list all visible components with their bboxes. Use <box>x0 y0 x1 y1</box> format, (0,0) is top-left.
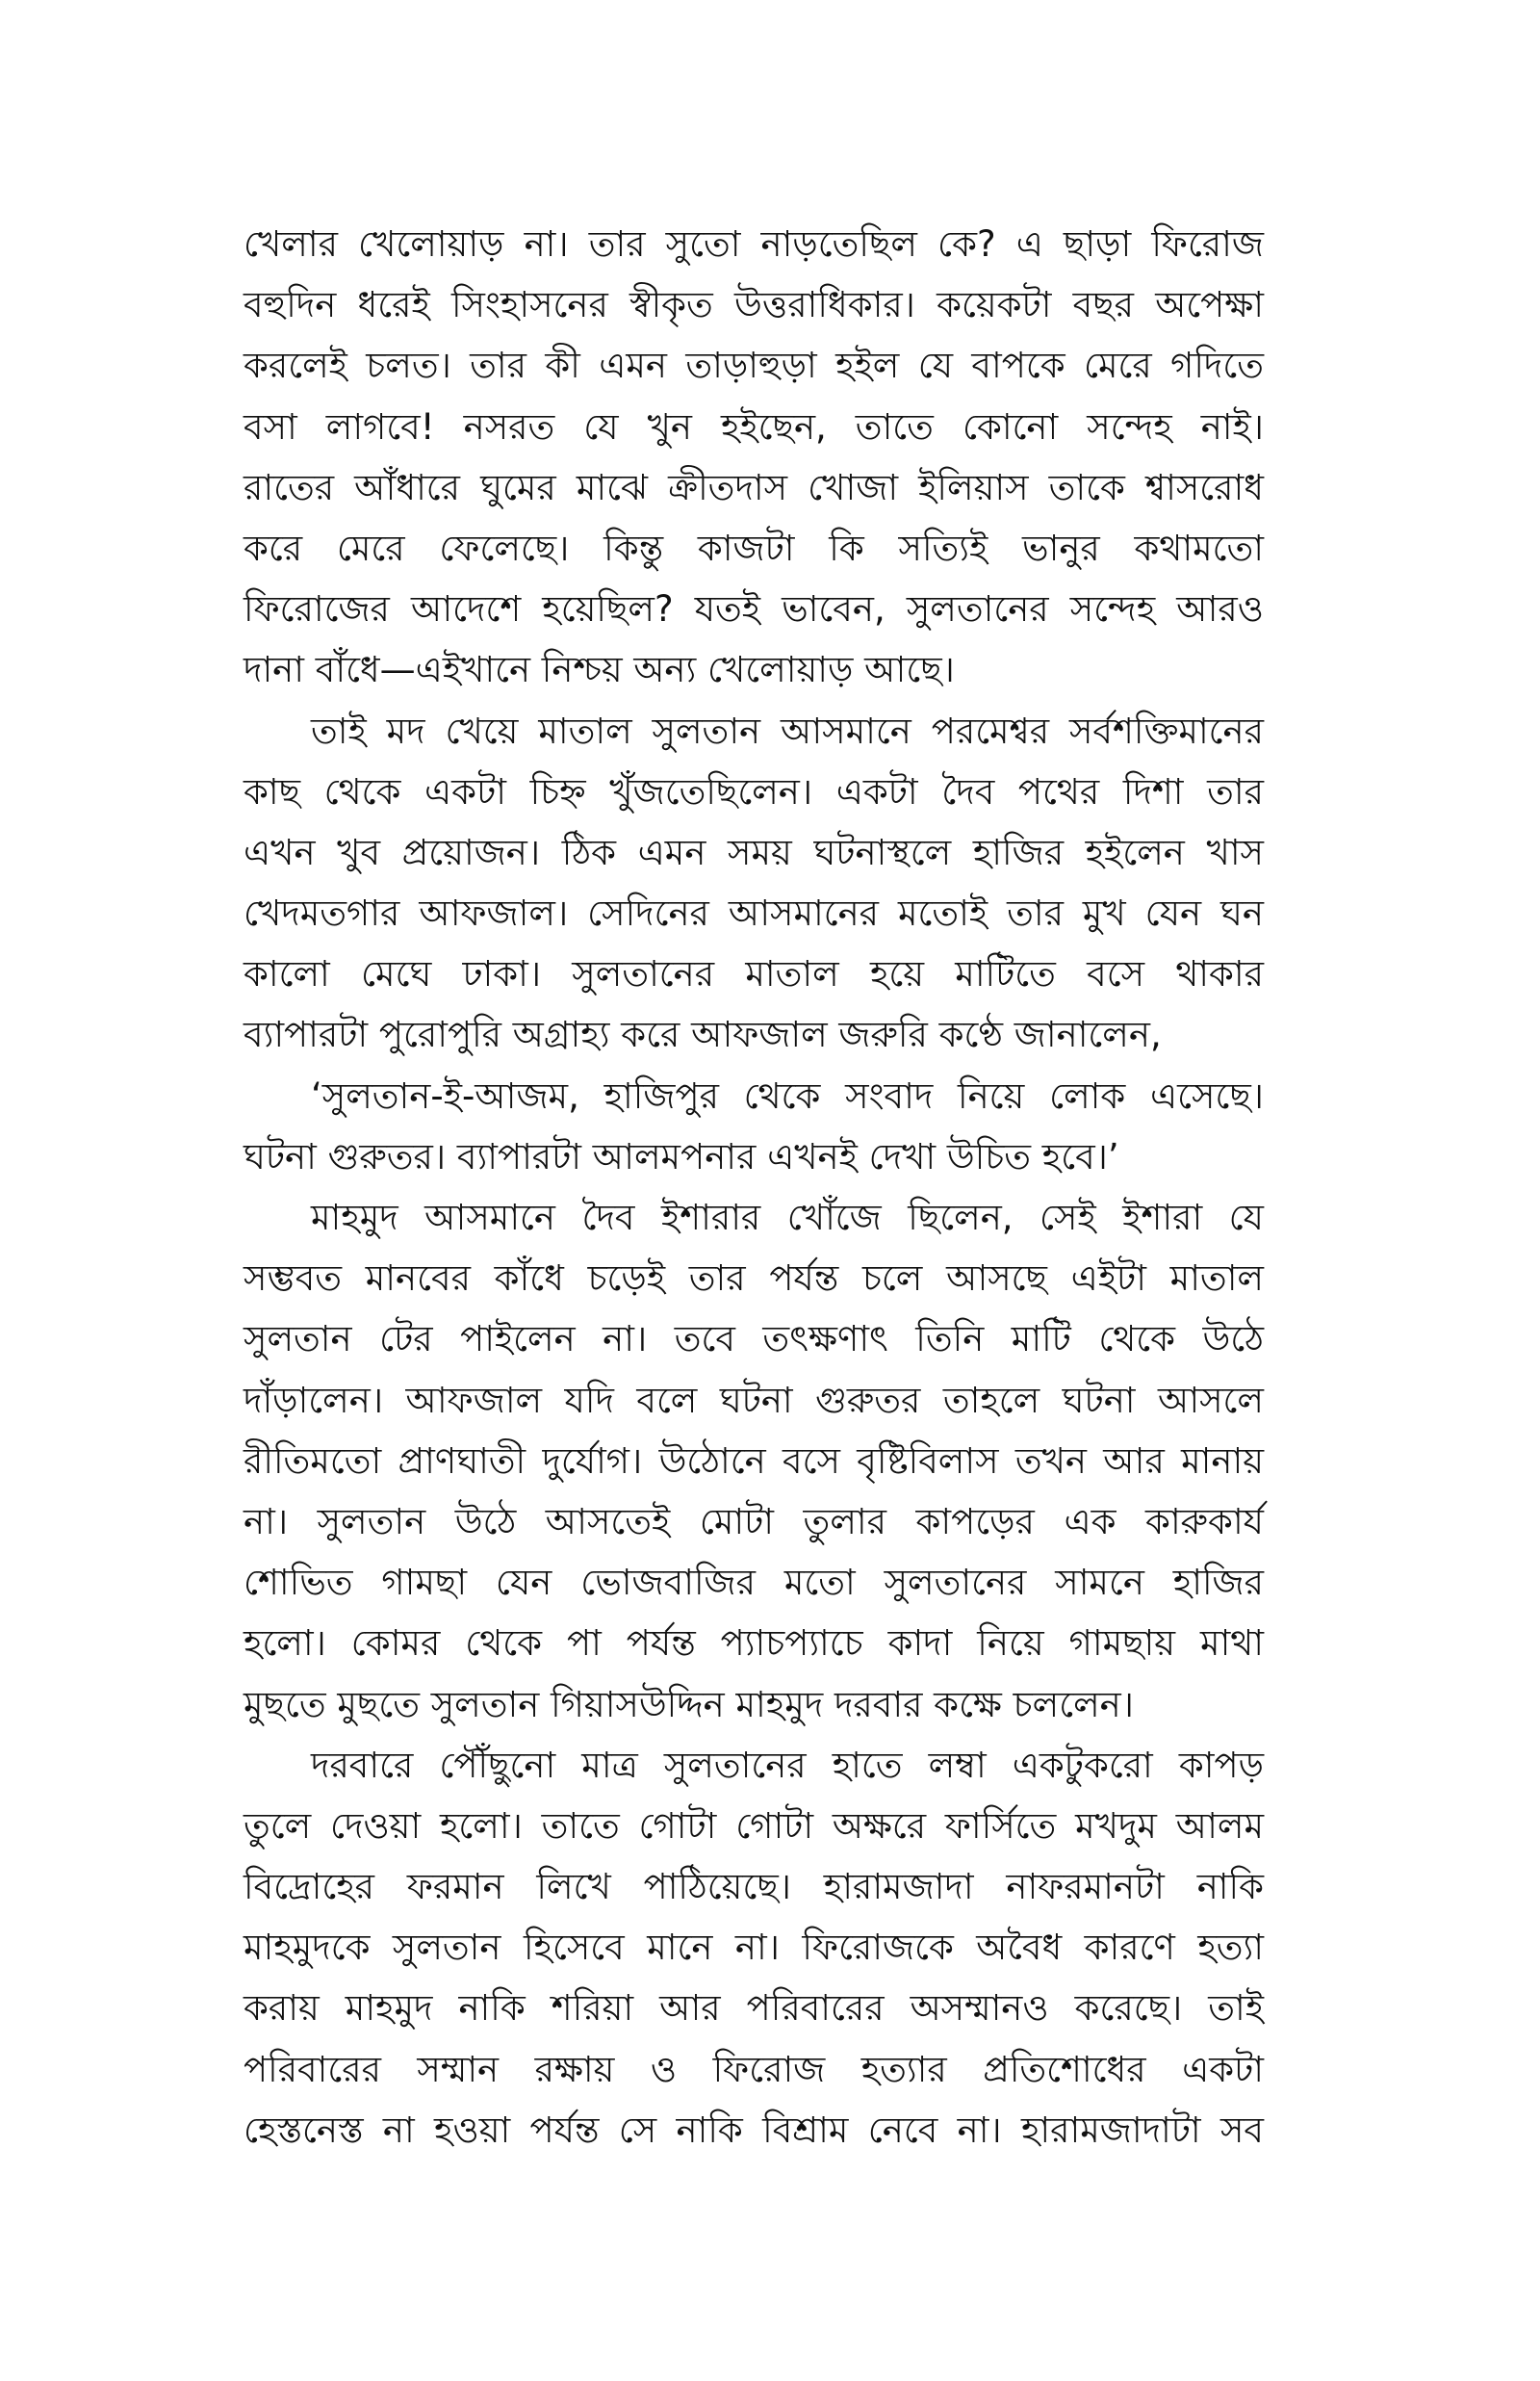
text-line-14: ব্যাপারটা পুরোপুরি অগ্রাহ্য করে আফজাল জরুরি কণ্ঠে জানালেন, <box>244 1014 1162 1056</box>
book-page-text <box>244 214 1264 2161</box>
text-line-15: ‘সুলতান-ই-আজম, হাজিপুর থেকে সংবাদ নিয়ে লোক এসেছে। <box>311 1074 1264 1117</box>
text-line-23: শোভিত গামছা যেন ভোজবাজির মতো সুলতানের সামনে হাজির <box>244 1562 1264 1604</box>
text-line-12: খেদমতগার আফজাল। সেদিনের আসমানের মতোই তার মুখ যেন ঘন <box>244 893 1264 935</box>
text-line-24: হলো। কোমর থেকে পা পর্যন্ত প্যাচপ্যাচে কাদা নিয়ে গামছায় মাথা <box>244 1622 1264 1665</box>
text-line-10: কাছ থেকে একটা চিহ্ন খুঁজতেছিলেন। একটা দৈব পথের দিশা তার <box>244 770 1264 813</box>
text-line-22: না। সুলতান উঠে আসতেই মোটা তুলার কাপড়ের এক কারুকার্য <box>244 1500 1264 1542</box>
text-line-1: খেলার খেলোয়াড় না। তার সুতো নাড়তেছিল কে? এ ছাড়া ফিরোজ <box>244 223 1264 265</box>
text-line-18: সম্ভবত মানবের কাঁধে চড়েই তার পর্যন্ত চলে আসছে এইটা মাতাল <box>244 1257 1264 1300</box>
text-line-17: মাহমুদ আসমানে দৈব ইশারার খোঁজে ছিলেন, সেই ইশারা যে <box>311 1197 1264 1238</box>
text-line-27: তুলে দেওয়া হলো। তাতে গোটা গোটা অক্ষরে ফার্সিতে মখদুম আলম <box>244 1804 1264 1847</box>
text-line-16: ঘটনা গুরুতর। ব্যাপারটা আলমপনার এখনই দেখা উচিত হবে।’ <box>244 1135 1119 1178</box>
text-line-29: মাহমুদকে সুলতান হিসেবে মানে না। ফিরোজকে অবৈধ কারণে হত্যা <box>244 1927 1264 1969</box>
text-line-13: কালো মেঘে ঢাকা। সুলতানের মাতাল হয়ে মাটিতে বসে থাকার <box>244 953 1264 996</box>
text-line-26: দরবারে পৌঁছুনো মাত্র সুলতানের হাতে লম্বা একটুকরো কাপড় <box>311 1744 1264 1786</box>
text-line-21: রীতিমতো প্রাণঘাতী দুর্যোগ। উঠোনে বসে বৃষ্টিবিলাস তখন আর মানায় <box>244 1439 1264 1482</box>
text-line-4: বসা লাগবে! নসরত যে খুন হইছেন, তাতে কোনো সন্দেহ নাই। <box>244 405 1264 448</box>
text-line-7: ফিরোজের আদেশে হয়েছিল? যতই ভাবেন, সুলতানের সন্দেহ আরও <box>244 588 1264 631</box>
text-line-31: পরিবারের সম্মান রক্ষায় ও ফিরোজ হত্যার প্রতিশোধের একটা <box>244 2048 1264 2090</box>
text-line-19: সুলতান টের পাইলেন না। তবে তৎক্ষণাৎ তিনি মাটি থেকে উঠে <box>244 1318 1264 1360</box>
text-line-30: করায় মাহমুদ নাকি শরিয়া আর পরিবারের অসম্মানও করেছে। তাই <box>244 1987 1264 2030</box>
text-line-25: মুছতে মুছতে সুলতান গিয়াসউদ্দিন মাহমুদ দরবার কক্ষে চললেন। <box>244 1683 1134 1725</box>
text-line-5: রাতের আঁধারে ঘুমের মাঝে ক্রীতদাস খোজা ইলিয়াস তাকে শ্বাসরোধ <box>244 466 1264 508</box>
text-line-11: এখন খুব প্রয়োজন। ঠিক এমন সময় ঘটনাস্থলে হাজির হইলেন খাস <box>244 831 1264 873</box>
text-line-8: দানা বাঁধে—এইখানে নিশ্চয় অন্য খেলোয়াড় আছে। <box>244 649 955 691</box>
text-line-9: তাই মদ খেয়ে মাতাল সুলতান আসমানে পরমেশ্বর সর্বশক্তিমানের <box>311 710 1264 752</box>
text-line-3: করলেই চলত। তার কী এমন তাড়াহুড়া হইল যে বাপকে মেরে গদিতে <box>244 345 1264 387</box>
text-line-2: বহুদিন ধরেই সিংহাসনের স্বীকৃত উত্তরাধিকার। কয়েকটা বছর অপেক্ষা <box>244 284 1264 326</box>
text-line-20: দাঁড়ালেন। আফজাল যদি বলে ঘটনা গুরুতর তাহলে ঘটনা আসলে <box>244 1379 1264 1421</box>
text-line-6: করে মেরে ফেলেছে। কিন্তু কাজটা কি সত্যিই ভানুর কথামতো <box>244 527 1264 569</box>
text-line-28: বিদ্রোহের ফরমান লিখে পাঠিয়েছে। হারামজাদা নাফরমানটা নাকি <box>244 1866 1264 1908</box>
text-line-32: হেস্তনেস্ত না হওয়া পর্যন্ত সে নাকি বিশ্রাম নেবে না। হারামজাদাটা সব <box>244 2109 1264 2151</box>
